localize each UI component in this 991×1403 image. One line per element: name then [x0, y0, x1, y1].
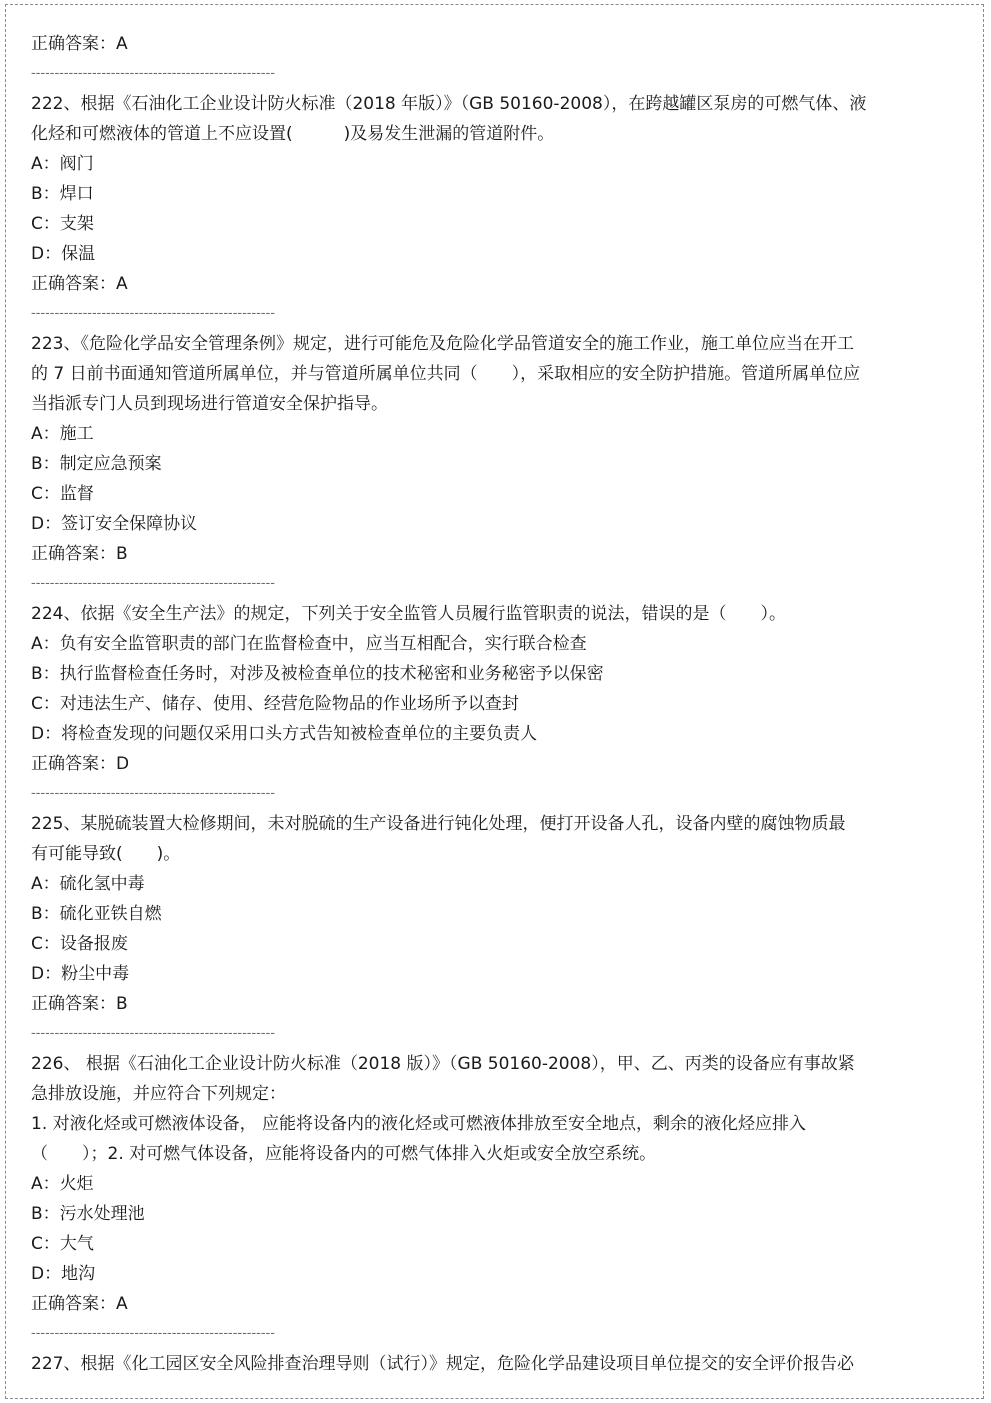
answer-line: 正确答案：A — [31, 1294, 128, 1314]
separator: ---------------------------------------------------- — [31, 786, 275, 801]
question-226 — [31, 1049, 881, 1319]
option-a: A：负有安全监管职责的部门在监督检查中，应当互相配合，实行联合检查 — [31, 634, 587, 654]
question-224 — [31, 599, 881, 779]
option-a: A：硫化氢中毒 — [31, 874, 145, 894]
option-b: B：制定应急预案 — [31, 454, 162, 474]
question-text: 1. 对液化烃或可燃液体设备， 应能将设备内的液化烃或可燃液体排放至安全地点，剩余的液化烃应排入 — [31, 1114, 807, 1134]
question-text: 225、某脱硫装置大检修期间，未对脱硫的生产设备进行钝化处理，便打开设备人孔，设备内壁的腐蚀物质最 — [31, 814, 846, 834]
separator: ---------------------------------------------------- — [31, 66, 275, 81]
option-d: D：保温 — [31, 244, 96, 264]
question-text: 当指派专门人员到现场进行管道安全保护指导。 — [31, 394, 388, 414]
question-text: 223、《危险化学品安全管理条例》规定，进行可能危及危险化学品管道安全的施工作业，施工单位应当在开工 — [31, 334, 854, 354]
option-a: A：火炬 — [31, 1174, 94, 1194]
option-b: B：污水处理池 — [31, 1204, 145, 1224]
option-a: A：施工 — [31, 424, 94, 444]
separator: ---------------------------------------------------- — [31, 1326, 275, 1341]
option-b: B：焊口 — [31, 184, 94, 204]
answer-line: 正确答案：D — [31, 754, 130, 774]
answer-line: 正确答案：B — [31, 544, 128, 564]
question-list — [31, 29, 881, 1379]
option-b: B：硫化亚铁自燃 — [31, 904, 162, 924]
option-d: D：将检查发现的问题仅采用口头方式告知被检查单位的主要负责人 — [31, 724, 538, 744]
option-a: A：阀门 — [31, 154, 94, 174]
option-c: C：大气 — [31, 1234, 94, 1254]
question-text: 224、依据《安全生产法》的规定，下列关于安全监管人员履行监管职责的说法，错误的是（ ）。 — [31, 604, 786, 624]
question-text: 227、根据《化工园区安全风险排查治理导则（试行）》规定，危险化学品建设项目单位提交的安全评价报告必 — [31, 1354, 854, 1374]
question-text: （ ）；2. 对可燃气体设备，应能将设备内的可燃气体排入火炬或安全放空系统。 — [31, 1144, 657, 1164]
question-text: 急排放设施，并应符合下列规定： — [31, 1084, 286, 1104]
option-c: C：设备报废 — [31, 934, 128, 954]
question-text: 222、根据《石油化工企业设计防火标准（2018 年版）》（GB 50160-2008），在跨越罐区泵房的可燃气体、液 — [31, 94, 867, 114]
option-c: C：支架 — [31, 214, 94, 234]
question-223 — [31, 329, 881, 569]
separator: ---------------------------------------------------- — [31, 306, 275, 321]
option-d: D：粉尘中毒 — [31, 964, 130, 984]
question-text: 有可能导致( )。 — [31, 844, 181, 864]
option-c: C：对违法生产、储存、使用、经营危险物品的作业场所予以查封 — [31, 694, 519, 714]
option-d: D：签订安全保障协议 — [31, 514, 198, 534]
separator: ---------------------------------------------------- — [31, 1026, 275, 1041]
question-222 — [31, 89, 881, 299]
document-page — [5, 4, 984, 1399]
answer-line: 正确答案：B — [31, 994, 128, 1014]
question-text: 化烃和可燃液体的管道上不应设置( )及易发生泄漏的管道附件。 — [31, 124, 555, 144]
question-225 — [31, 809, 881, 1019]
question-text: 226、 根据《石油化工企业设计防火标准（2018 版）》（GB 50160-2008），甲、乙、丙类的设备应有事故紧 — [31, 1054, 855, 1074]
question-text: 的 7 日前书面通知管道所属单位，并与管道所属单位共同（ ），采取相应的安全防护措施。管道所属单位应 — [31, 364, 861, 384]
option-c: C：监督 — [31, 484, 94, 504]
answer-line: 正确答案：A — [31, 34, 128, 54]
answer-line: 正确答案：A — [31, 274, 128, 294]
question-227 — [31, 1349, 881, 1379]
separator: ---------------------------------------------------- — [31, 576, 275, 591]
option-d: D：地沟 — [31, 1264, 96, 1284]
option-b: B：执行监督检查任务时，对涉及被检查单位的技术秘密和业务秘密予以保密 — [31, 664, 604, 684]
